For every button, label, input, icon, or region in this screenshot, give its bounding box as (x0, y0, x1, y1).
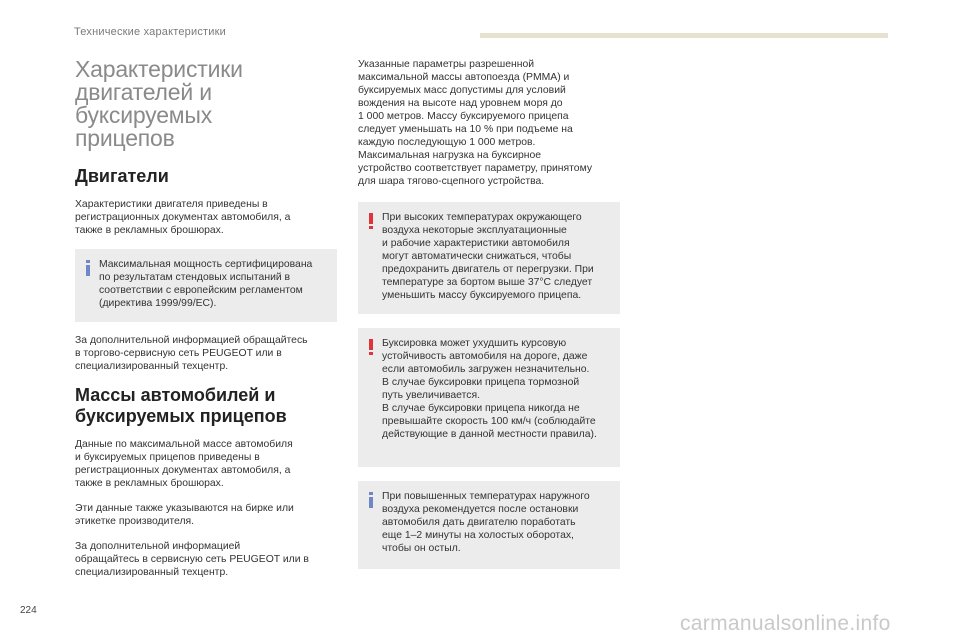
engine-cooling-info-note (358, 481, 620, 569)
engines-intro: Характеристики двигателя приведены в регистрационных документах автомобиля, а также в рекламных брошюрах. (75, 199, 291, 236)
page-number: 224 (20, 605, 37, 616)
masses-paragraph-1: Данные по максимальной массе автомобиля и буксируемых прицепов приведены в регистрационных документах автомобиля, а также в рекламных брошюрах. (75, 439, 293, 489)
info-icon (83, 260, 93, 276)
warning-icon (366, 339, 376, 355)
page-title: Характеристики двигателей и буксируемых прицепов (75, 56, 243, 151)
right-column (358, 58, 620, 581)
towing-warning (358, 328, 620, 467)
info-icon (366, 492, 376, 508)
towing-warning-text: Буксировка может ухудшить курсовую устойчивость автомобиля на дороге, даже если автомобиль загружен незначительно. В случае буксировки прицепа тормозной путь увеличивается. В случае буксировки прицепа никогда не превышайте скорость 100 км/ч (соблюдайте действующие в данной местности правила). (382, 338, 597, 440)
masses-paragraph-3: За дополнительной информацией обращайтесь в сервисную сеть PEUGEOT или в специализированный техцентр. (75, 541, 309, 578)
mass-conditions-paragraph: Указанные параметры разрешенной максимальной массы автопоезда (PMMA) и буксируемых масс допустимы для условий вождения на высоте над уровнем моря до 1 000 метров. Массу буксируемого прицепа следует уменьшать на 10 % при подъеме на каждую последующую 1 000 метров. Максимальная нагрузка на буксирное устройство соответствует параметру, принятому для шара тягово-сцепного устройства. (358, 59, 593, 187)
masses-heading: Массы автомобилей и буксируемых прицепов (75, 385, 287, 426)
engine-cooling-info-text: При повышенных температурах наружного воздуха рекомендуется после остановки автомобиля дать двигателю поработать еще 1–2 минуты на холостых оборотах, чтобы он остыл. (382, 491, 590, 554)
high-temperature-warning-text: При высоких температурах окружающего воздуха некоторые эксплуатационные и рабочие характеристики автомобиля могут автоматически снижаться, чтобы предохранить двигатель от перегрузки. При температуре за бортом выше 37°C следует уменьшить массу буксируемого прицепа. (382, 212, 594, 301)
engines-note-text: Максимальная мощность сертифицирована по результатам стендовых испытаний в соответствии с европейским регламентом (директива 1999/99/EC). (99, 259, 313, 309)
high-temperature-warning (358, 202, 620, 314)
engines-info-note (75, 249, 337, 322)
warning-icon (366, 213, 376, 229)
running-header: Технические характеристики (74, 26, 226, 38)
left-column (75, 58, 337, 591)
engines-after-text: За дополнительной информацией обращайтесь в торгово-сервисную сеть PEUGEOT или в специализированный техцентр. (75, 335, 308, 372)
engines-heading: Двигатели (75, 166, 169, 186)
header-rule (480, 33, 888, 38)
watermark: carmanualsonline.info (680, 612, 891, 635)
masses-paragraph-2: Эти данные также указываются на бирке или этикетке производителя. (75, 503, 294, 527)
